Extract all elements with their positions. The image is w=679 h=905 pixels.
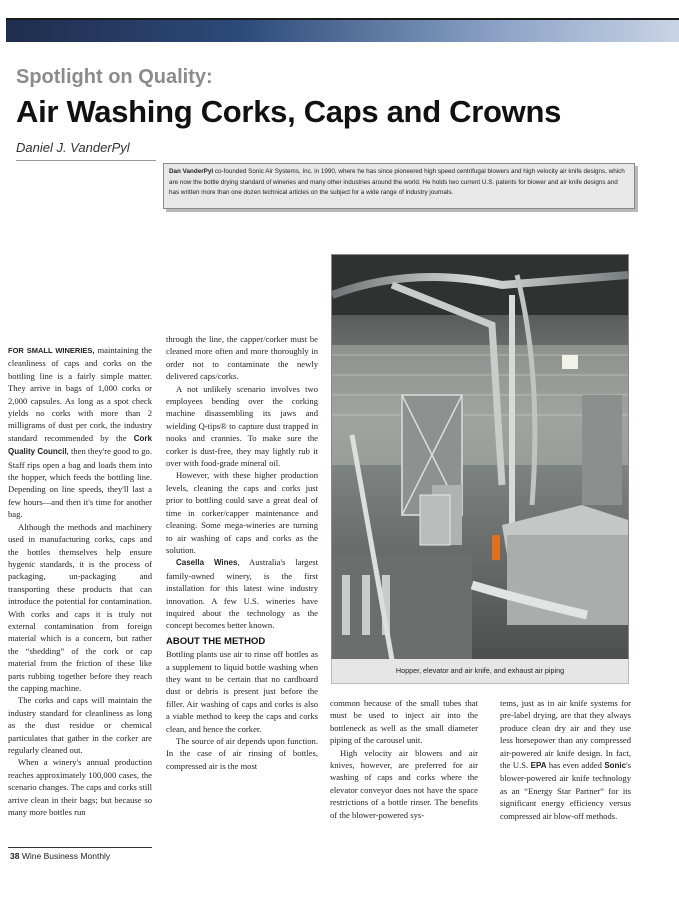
author-bio-box <box>163 163 635 209</box>
author-byline: Daniel J. VanderPyl <box>16 140 130 155</box>
org-name: Sonic <box>604 761 627 771</box>
paragraph: common because of the small tubes that must be used to inject air into the bottleneck as well as the small diameter piping of the carousel unit. <box>330 698 478 746</box>
text-run: , then they're good to go. Staff rips open a bag and loads them into the hopper, which feeds the bottling line. Depending on line speeds, they'll last a few hours—and then it's time for another bag. <box>8 446 152 520</box>
org-name: Casella Wines <box>176 558 238 568</box>
page-number: 38 <box>10 851 20 861</box>
paragraph <box>166 556 318 631</box>
paragraph: The source of air depends upon function. In the case of air rinsing of bottles, compressed air is the most <box>166 736 318 771</box>
section-heading: ABOUT THE METHOD <box>166 635 266 647</box>
publication-name: Wine Business Monthly <box>21 851 111 861</box>
article-column-3 <box>330 697 478 821</box>
paragraph: The corks and caps will maintain the industry standard for cleanliness as long as the dust residue or chemical particulates that gather in the corker are regularly cleaned out. <box>8 695 152 755</box>
equipment-photo <box>331 254 629 661</box>
article-title: Air Washing Corks, Caps and Crowns <box>16 94 562 129</box>
footer-rule <box>8 847 152 848</box>
header-band <box>6 20 679 42</box>
bio-name: Dan VanderPyl <box>169 168 214 175</box>
article-column-1 <box>8 344 152 818</box>
org-name: Cork Quality Council <box>8 433 152 457</box>
paragraph: Although the methods and machinery used in manufacturing corks, caps and the bottles themselves help ensure hygenic standards, it is the process of packaging, un-packaging and transporting these products that can introduce the potential for contamination. With corks and caps it is truly not external contamination from foreign material which is a concern, but rather the “shedding” of the cork or cap material from the friction of these like parts rubbing together before they reach the capping machine. <box>8 521 152 693</box>
paragraph: High velocity air blowers and air knives, however, are preferred for air washing of caps and corks where the elevator conveyor does not have the space restrictions of a bottle rinser. The benefits of the blower-powered sys- <box>330 747 478 820</box>
paragraph: However, with these higher production levels, cleaning the caps and corks just prior to bottling could save a great deal of time in corker/capper maintenance and cleaning. Some mega-wineries are turning to air washing of caps and corks as the solution. <box>166 470 318 555</box>
byline-divider <box>16 160 156 161</box>
lead-in: FOR SMALL WINERIES, <box>8 346 95 355</box>
bio-text: co-founded Sonic Air Systems, Inc. in 1990, where he has since pioneered high speed centrifugal blowers and high velocity air knife designs, which are now the bottle drying standard of wineries and many other industries around the world. He holds two current U.S. patents for blower and air knife designs and has written more than one dozen technical articles on the subject for a wide range of industry journals. <box>169 168 625 196</box>
page-footer <box>10 851 110 861</box>
paragraph: When a winery's annual production reaches approximately 100,000 cases, the scenario changes. The caps and corks still arrive clean in their bags; but because so many more bottles run <box>8 757 152 818</box>
photo-caption: Hopper, elevator and air knife, and exhaust air piping <box>331 659 629 684</box>
org-name: EPA <box>530 761 547 771</box>
section-kicker: Spotlight on Quality: <box>16 66 213 88</box>
paragraph <box>8 344 152 521</box>
article-column-4 <box>500 697 631 822</box>
text-run: , Australia's largest family-owned winery, is the first installation for this latest wine industry innovation. A few U.S. wineries have inquired about the technology as the concept becomes better known. <box>166 557 318 631</box>
text-run: maintaining the cleanliness of caps and corks on the bottling line is a fairly simple matter. They arrive in bags of 1,000 corks or 2,000 capsules. As long as a spot check yields no corks with more than 2 milligrams of dust per cork, the industry standard recommended by the <box>8 345 152 443</box>
text-run: 's blower-powered air knife technology as an “Energy Star Partner” for its significant energy efficiency versus compressed air blow-off methods. <box>500 760 631 821</box>
paragraph: A not unlikely scenario involves two employees bending over the corking machine disassembling its jaws and wielding Q-tips® to capture dust trapped in nooks and crannies. To make sure the corker is dust-free, they may lightly rub it over with food-grade mineral oil. <box>166 383 318 469</box>
text-run: has even added <box>546 760 605 771</box>
text-run: tems, just as in air knife systems for pre-label drying, are that they always produce clean dry air and they use less horsepower than any compressed air-powered air knife design. In fact, the U.S. <box>500 698 631 771</box>
article-column-2 <box>166 333 318 772</box>
paragraph <box>500 697 631 822</box>
photo-illustration <box>332 255 628 660</box>
paragraph: through the line, the capper/corker must be cleaned more often and more thoroughly in order not to contaminate the newly delivered caps/corks. <box>166 334 318 382</box>
paragraph: Bottling plants use air to rinse off bottles as a supplement to liquid bottle washing when they want to be certain that no cardboard dust or debris is present just before the filler. Air washing of caps and corks is also a viable method to keep the caps and corks clean, and hence the corker. <box>166 649 318 734</box>
